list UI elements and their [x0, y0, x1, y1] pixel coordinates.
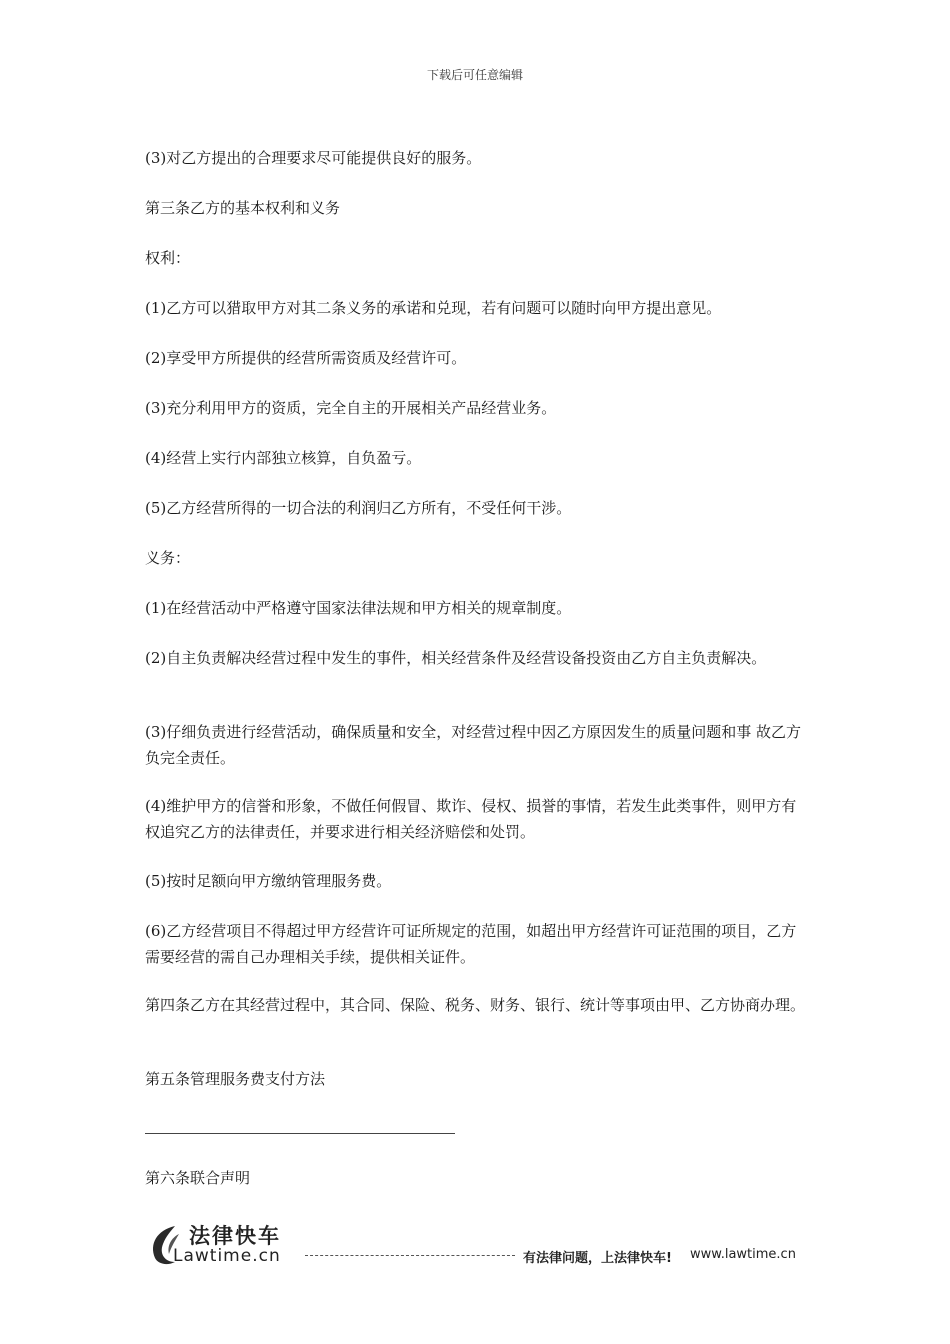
list-item: (4)经营上实行内部独立核算，自负盈亏。	[145, 449, 422, 467]
list-item: (3)充分利用甲方的资质，完全自主的开展相关产品经营业务。	[145, 399, 557, 417]
list-item: (2)自主负责解决经营过程中发生的事件，相关经营条件及经营设备投资由乙方自主负责解决。	[145, 649, 767, 667]
footer-slogan: 有法律问题，上法律快车!	[523, 1251, 672, 1266]
fill-in-blank-line	[145, 1133, 455, 1134]
section-heading: 第四条乙方在其经营过程中，其合同、保险、税务、财务、银行、统计等事项由甲、乙方协商办理。	[145, 996, 806, 1014]
list-item: (1)乙方可以猎取甲方对其二条义务的承诺和兑现，若有问题可以随时向甲方提出意见。	[145, 299, 722, 317]
logo-english-text: Lawtime.cn	[173, 1246, 281, 1266]
footer-divider	[305, 1255, 515, 1256]
list-item: (6)乙方经营项目不得超过甲方经营许可证所规定的范围，如超出甲方经营许可证范围的项目，乙方需要经营的需自己办理相关手续，提供相关证件。	[145, 922, 797, 966]
page-footer	[145, 1218, 805, 1274]
paragraph: 义务：	[145, 549, 191, 567]
paragraph: (3)对乙方提出的合理要求尽可能提供良好的服务。	[145, 149, 482, 167]
list-item: (4)维护甲方的信誉和形象，不做任何假冒、欺诈、侵权、损誉的事情，若发生此类事件，则甲方有权追究乙方的法律责任，并要求进行相关经济赔偿和处罚。	[145, 797, 797, 841]
section-heading: 第六条联合声明	[145, 1169, 251, 1187]
section-heading: 第三条乙方的基本权利和义务	[145, 199, 341, 217]
list-item: (5)按时足额向甲方缴纳管理服务费。	[145, 872, 392, 890]
section-heading: 第五条管理服务费支付方法	[145, 1070, 326, 1088]
paragraph: 权利：	[145, 249, 191, 267]
footer-url-link[interactable]: www.lawtime.cn	[690, 1247, 796, 1262]
list-item: (1)在经营活动中严格遵守国家法律法规和甲方相关的规章制度。	[145, 599, 572, 617]
list-item: (5)乙方经营所得的一切合法的利润归乙方所有，不受任何干涉。	[145, 499, 572, 517]
list-item: (2)享受甲方所提供的经营所需资质及经营许可。	[145, 349, 467, 367]
list-item: (3)仔细负责进行经营活动，确保质量和安全，对经营过程中因乙方原因发生的质量问题和事 故乙方负完全责任。	[145, 723, 802, 767]
logo-chinese-text: 法律快车	[189, 1224, 281, 1248]
page-header-note: 下载后可任意编辑	[426, 68, 523, 82]
